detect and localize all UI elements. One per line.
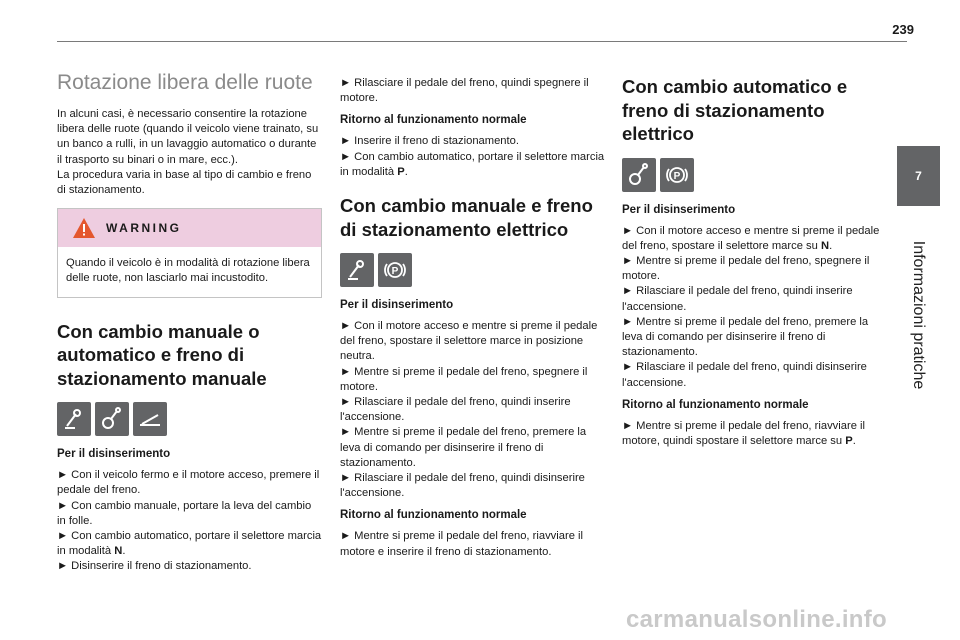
warning-box (57, 208, 322, 297)
icon-row (340, 253, 605, 287)
icon-row (57, 402, 322, 436)
top-rule (57, 41, 907, 42)
step-4: ► Disinserire il freno di stazionamento. (57, 560, 252, 573)
section-title-manual-brake: Con cambio manuale o automatico e freno di stazionamento manuale (57, 320, 267, 389)
warning-title: WARNING (106, 221, 182, 236)
warning-header (58, 209, 321, 247)
step-3: ► Rilasciare il pedale del freno, quindi inserire l'accensione. (340, 396, 571, 424)
step-5: ► Rilasciare il pedale del freno, quindi spegnere il motore. (340, 77, 589, 105)
step-1: ► Con il veicolo fermo e il motore acceso, premere il pedale del freno. (57, 469, 320, 497)
intro-note: La procedura varia in base al tipo di cambio e freno di stazionamento. (57, 168, 312, 197)
step-2: ► Mentre si preme il pedale del freno, spegnere il motore. (622, 254, 870, 283)
subheading-return: Ritorno al funzionamento normale (340, 509, 527, 522)
chapter-title: Informazioni pratiche (910, 240, 927, 390)
svg-text:P: P (391, 266, 399, 278)
watermark: carmanualsonline.info (626, 606, 888, 633)
intro-paragraph: In alcuni casi, è necessario consentire la rotazione libera delle ruote (quando il veicolo viene trainato, su un banco a rulli, in un lavaggio automatico o durante il trasporto su binari o in mare, ecc.). (57, 108, 319, 166)
step-1: ► Con il motore acceso e mentre si preme il pedale del freno, spostare il selettore marce su N. (622, 224, 880, 252)
step-2: ► Mentre si preme il pedale del freno, spegnere il motore. (340, 365, 588, 393)
column-3 (622, 75, 887, 449)
step-2: ► Con cambio manuale, portare la leva del cambio in folle. (57, 499, 312, 527)
electric-parking-brake-icon (378, 253, 412, 287)
step-5: ► Rilasciare il pedale del freno, quindi disinserire l'accensione. (622, 361, 867, 389)
automatic-gearbox-icon (622, 158, 656, 192)
column-1 (57, 70, 322, 575)
section-title-automatic-electric: Con cambio automatico e freno di stazionamento elettrico (622, 76, 848, 144)
step-3: ► Rilasciare il pedale del freno, quindi inserire l'accensione. (622, 285, 853, 313)
return-step-1: ► Inserire il freno di stazionamento. (340, 135, 519, 148)
return-step-1: ► Mentre si preme il pedale del freno, riavviare il motore e inserire il freno di stazionamento. (340, 530, 584, 558)
return-step-1: ► Mentre si preme il pedale del freno, riavviare il motore, quindi spostare il selettore marce su P. (622, 419, 866, 447)
page-title: Rotazione libera delle ruote (57, 71, 313, 94)
manual-gearbox-icon (57, 402, 91, 436)
return-step-2: ► Con cambio automatico, portare il selettore marcia in modalità P. (340, 150, 605, 178)
step-4: ► Mentre si preme il pedale del freno, premere la leva di comando per disinserire il freno di stazionamento. (340, 426, 587, 469)
chapter-label (896, 210, 940, 420)
manual-gearbox-icon (340, 253, 374, 287)
icon-row (622, 158, 887, 192)
subheading-disengage: Per il disinserimento (57, 448, 171, 461)
section-title-manual-electric: Con cambio manuale e freno di stazionamento elettrico (340, 195, 593, 240)
step-5: ► Rilasciare il pedale del freno, quindi disinserire l'accensione. (340, 472, 585, 500)
step-1: ► Con il motore acceso e mentre si preme il pedale del freno, spostare il selettore marce in posizione neutra. (340, 320, 598, 363)
subheading-return: Ritorno al funzionamento normale (340, 114, 527, 127)
manual-parking-brake-icon (133, 402, 167, 436)
warning-text: Quando il veicolo è in modalità di rotazione libera delle ruote, non lasciarlo mai incustodito. (66, 257, 310, 285)
automatic-gearbox-icon (95, 402, 129, 436)
column-2 (340, 76, 605, 560)
page-number: 239 (892, 22, 914, 37)
subheading-return: Ritorno al funzionamento normale (622, 398, 809, 411)
subheading-disengage: Per il disinserimento (340, 299, 454, 312)
step-4: ► Mentre si preme il pedale del freno, premere la leva di comando per disinserire il freno di stazionamento. (622, 315, 869, 359)
svg-text:P: P (673, 170, 681, 182)
chapter-tab[interactable]: 7 (897, 146, 940, 206)
warning-triangle-icon (72, 217, 96, 239)
electric-parking-brake-icon (660, 158, 694, 192)
subheading-disengage: Per il disinserimento (622, 203, 736, 216)
step-3: ► Con cambio automatico, portare il selettore marcia in modalità N. (57, 529, 322, 558)
